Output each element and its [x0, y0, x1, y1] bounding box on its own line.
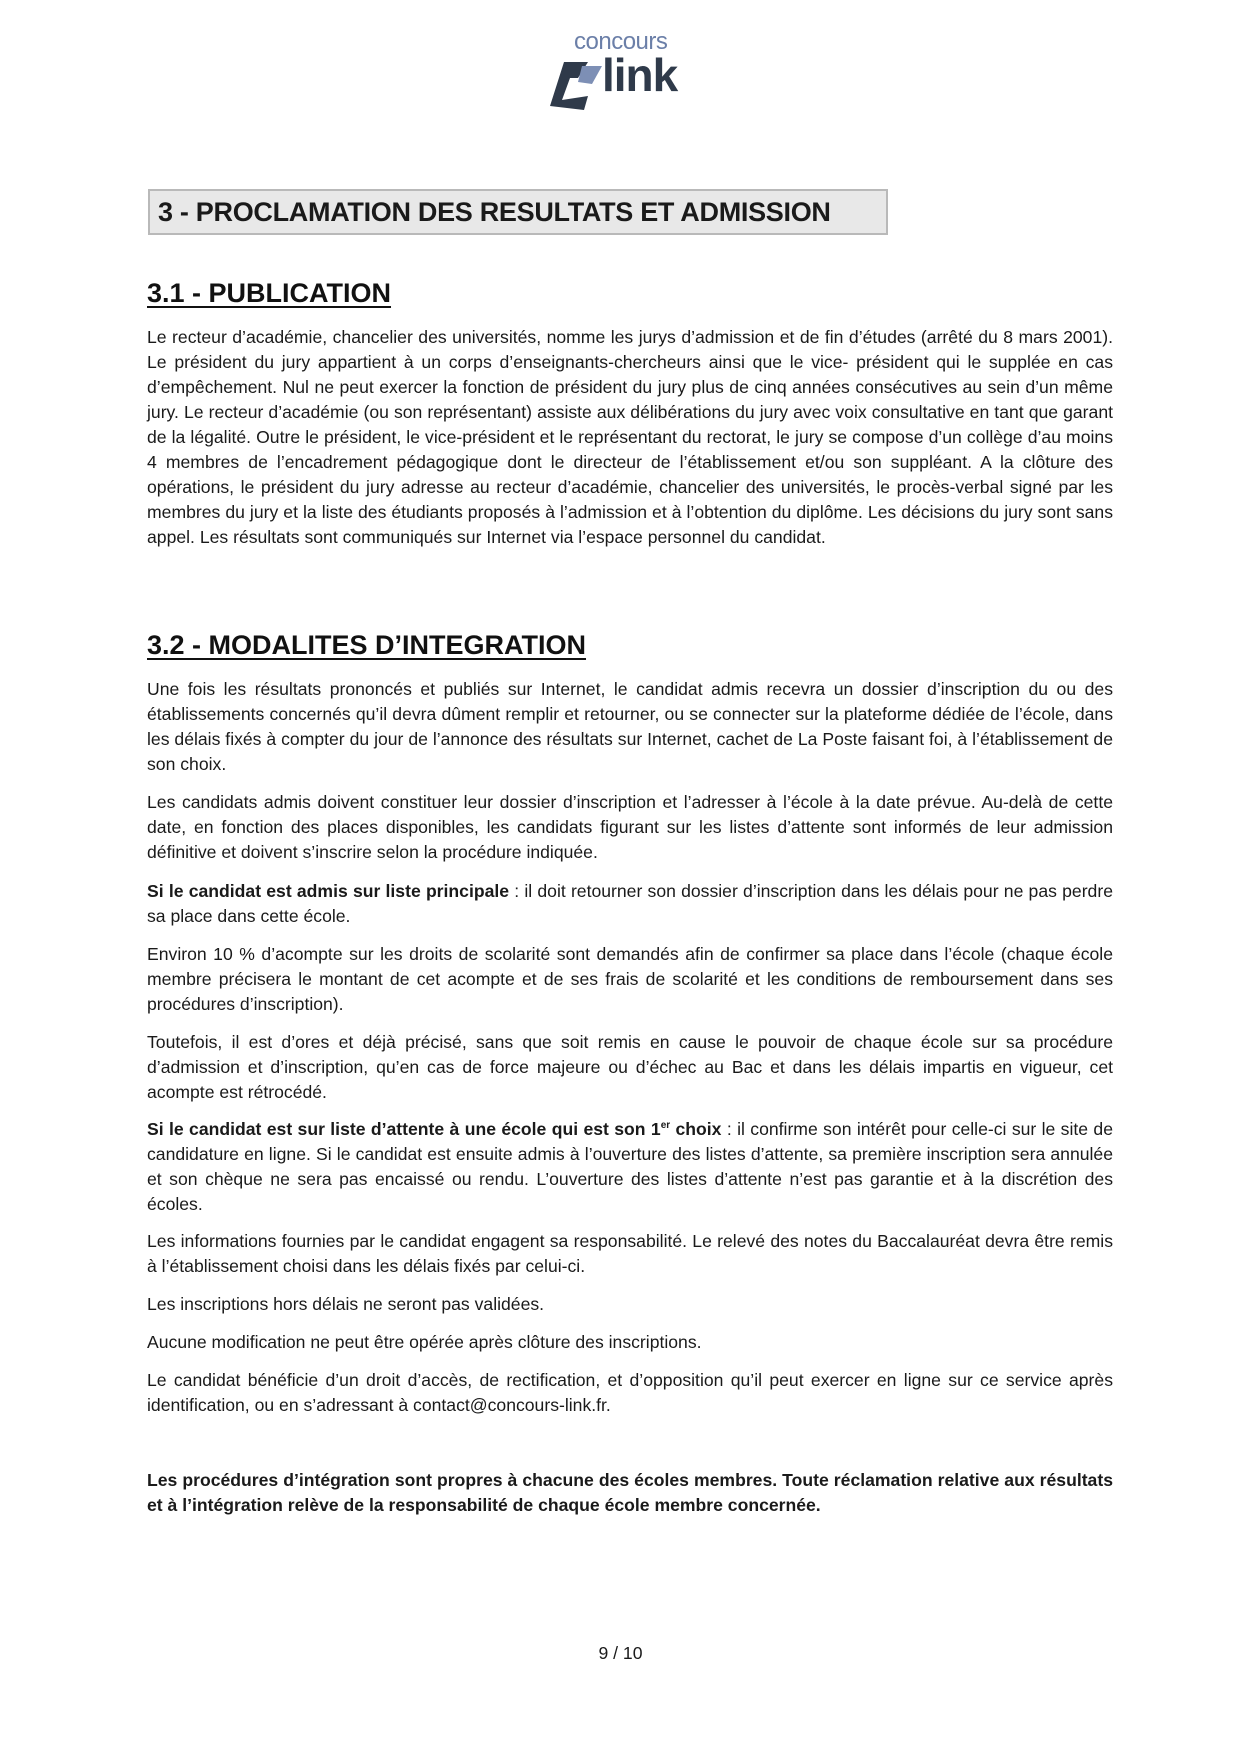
page-number: 9 / 10: [598, 1643, 643, 1663]
integration-paragraph-final-notice: Les procédures d’intégration sont propres à chacune des écoles membres. Toute réclamation relative aux résultats et à l’intégration relève de la responsabilité de chaque école membre concernée.: [147, 1470, 1113, 1515]
publication-paragraph: Le recteur d’académie, chancelier des universités, nomme les jurys d’admission et de fin d’études (arrêté du 8 mars 2001). Le président du jury appartient à un corps d’enseignants-chercheurs ainsi que le vice- président qui le supplée en cas d’empêchement. Nul ne peut exercer la fonction de président du jury plus de cinq années consécutives au sein d’un même jury. Le recteur d’académie (ou son représentant) assiste aux délibérations du jury avec voix consultative en tant que garant de la légalité. Outre le président, le vice-président et le représentant du rectorat, le jury se compose d’un collège d’au moins 4 membres de l’encadrement pédagogique dont le directeur de l’établissement et/ou son suppléant. A la clôture des opérations, le président du jury adresse au recteur d’académie, chancelier des universités, le procès-verbal signé par les membres du jury et la liste des étudiants proposés à l’admission et à l’obtention du diplôme. Les décisions du jury sont sans appel. Les résultats sont communiqués sur Internet via l’espace personnel du candidat.: [147, 327, 1113, 547]
concours-link-logo: [548, 28, 728, 112]
logo-text-link: link: [602, 49, 678, 101]
main-list-lead: Si le candidat est admis sur liste principale: [147, 881, 510, 901]
section-header-box: [148, 189, 888, 235]
waiting-list-lead-choice: choix: [670, 1119, 722, 1139]
integration-paragraph-refund: Toutefois, il est d’ores et déjà précisé, sans que soit remis en cause le pouvoir de chaque école sur sa procédure d’admission et d’inscription, qu’en cas de force majeure ou d’échec au Bac et dans les délais impartis en vigueur, cet acompte est rétrocédé.: [147, 1032, 1113, 1102]
integration-paragraph-main-list: [147, 879, 1113, 929]
integration-paragraph-rights: Le candidat bénéficie d’un droit d’accès, de rectification, et d’opposition qu’il peut exercer en ligne sur ce service après identification, ou en s’adressant à contact@concours-link.fr.: [147, 1370, 1113, 1415]
integration-paragraph-late: Les inscriptions hors délais ne seront pas validées.: [147, 1294, 545, 1314]
section-title: 3 - PROCLAMATION DES RESULTATS ET ADMISSION: [158, 197, 831, 227]
integration-paragraph-results: Une fois les résultats prononcés et publiés sur Internet, le candidat admis recevra un dossier d’inscription du ou des établissements concernés qu’il devra dûment remplir et retourner, ou se connecter sur la plateforme dédiée de l’école, dans les délais fixés à compter du jour de l’annonce des résultats sur Internet, cachet de La Poste faisant foi, à l’établissement de son choix.: [147, 679, 1113, 774]
waiting-list-lead-text: Si le candidat est sur liste d’attente à une école qui est son 1: [147, 1119, 661, 1139]
main-list-text: : il doit retourner son dossier d’inscription dans les délais pour ne pas perdre sa place dans cette école.: [147, 881, 1113, 926]
integration-paragraph-responsibility: Les informations fournies par le candidat engagent sa responsabilité. Le relevé des notes du Baccalauréat devra être remis à l’établissement choisi dans les délais fixés par celui-ci.: [147, 1231, 1113, 1276]
waiting-list-text: : il confirme son intérêt pour celle-ci sur le site de candidature en ligne. Si le candidat est ensuite admis à l’ouverture des listes d’attente, sa première inscription sera annulée et son chèque ne sera pas encaissé ou rendu. L’ouverture des listes d’attente n’est pas garantie et à la discrétion des écoles.: [147, 1119, 1114, 1214]
logo-text-concours: concours: [574, 28, 668, 55]
publication-heading: 3.1 - PUBLICATION: [147, 278, 392, 308]
logo-mark-icon: [548, 56, 604, 112]
integration-paragraph-waiting-list: [147, 1117, 1113, 1217]
waiting-list-lead: [147, 1119, 721, 1139]
integration-paragraph-deposit: Environ 10 % d’acompte sur les droits de scolarité sont demandés afin de confirmer sa place dans l’école (chaque école membre précisera le montant de cet acompte et de ses frais de scolarité et les conditions de remboursement dans ses procédures d’inscription).: [147, 944, 1113, 1014]
waiting-list-ordinal: er: [660, 1120, 671, 1132]
integration-paragraph-dossier: Les candidats admis doivent constituer leur dossier d’inscription et l’adresser à l’école à la date prévue. Au-delà de cette date, en fonction des places disponibles, les candidats figurant sur les listes d’attente sont informés de leur admission définitive et doivent s’inscrire selon la procédure indiquée.: [147, 792, 1113, 862]
integration-paragraph-no-change: Aucune modification ne peut être opérée après clôture des inscriptions.: [147, 1332, 702, 1352]
integration-heading: 3.2 - MODALITES D’INTEGRATION: [147, 630, 587, 660]
